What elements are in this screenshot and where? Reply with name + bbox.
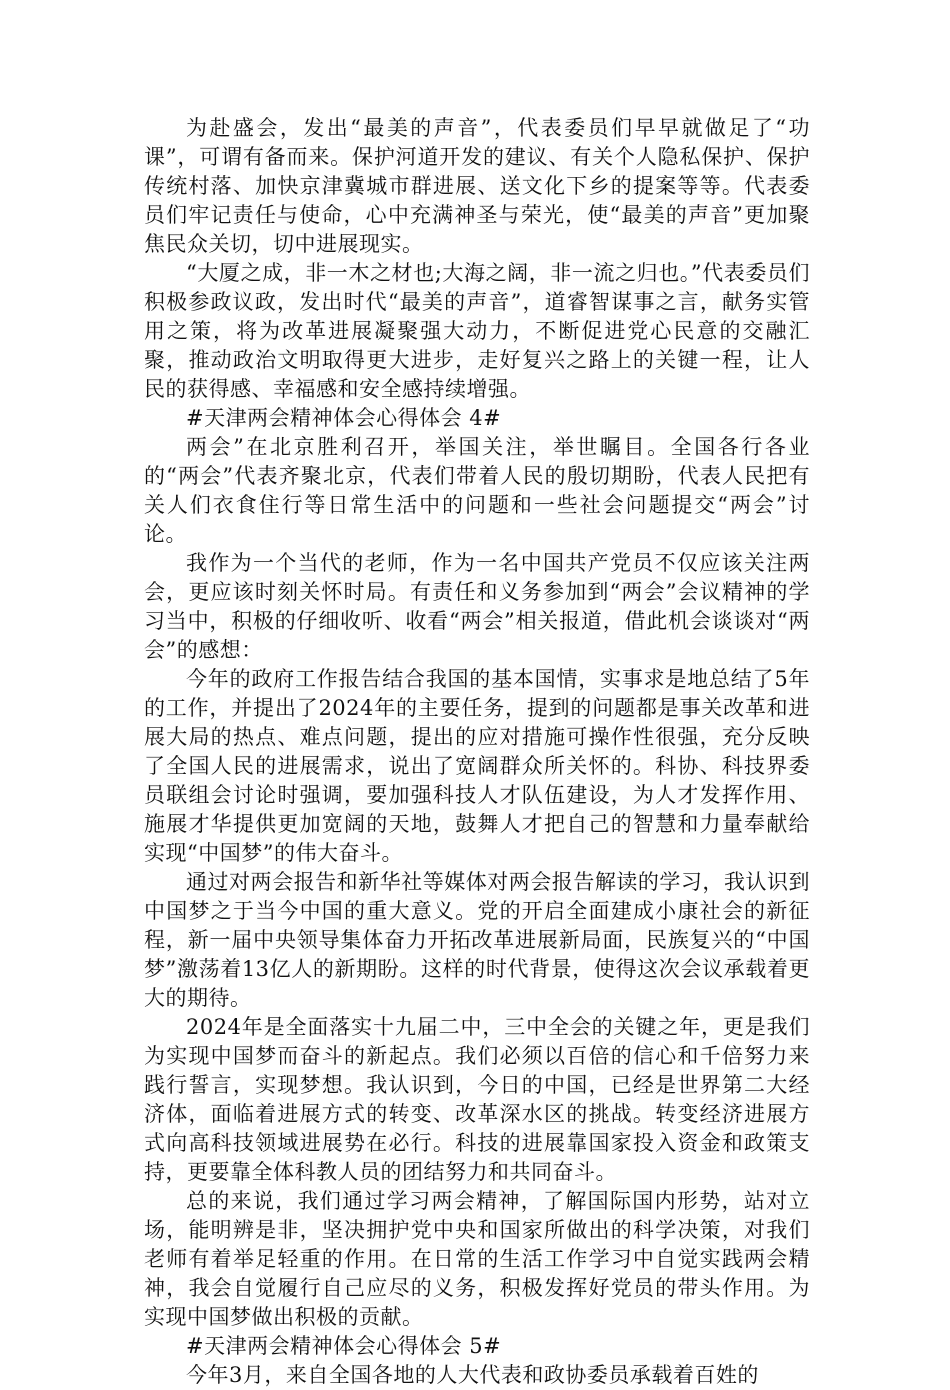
paragraph-6: 通过对两会报告和新华社等媒体对两会报告解读的学习，我认识到中国梦之于当今中国的重大意义。党的开启全面建成小康社会的新征程，新一届中央领导集体奋力开拓改革进展新局面，民族复兴的“中国梦”激荡着13亿人的新期盼。这样的时代背景，使得这次会议承载着更大的期待。 <box>144 870 810 1010</box>
section-heading-5: #天津两会精神体会心得体会 5# <box>186 1334 502 1358</box>
paragraph-1: 为赴盛会，发出“最美的声音”，代表委员们早早就做足了“功课”，可谓有备而来。保护河道开发的建议、有关个人隐私保护、保护传统村落、加快京津冀城市群进展、送文化下乡的提案等等。代表委员们牢记责任与使命，心中充满神圣与荣光，使“最美的声音”更加聚焦民众关切，切中进展现实。 <box>144 116 810 256</box>
paragraph-4: 我作为一个当代的老师，作为一名中国共产党员不仅应该关注两会，更应该时刻关怀时局。有责任和义务参加到“两会”会议精神的学习当中，积极的仔细收听、收看“两会”相关报道，借此机会谈谈对“两会”的感想： <box>144 551 810 662</box>
paragraph-9: 今年3月，来自全国各地的人大代表和政协委员承载着百姓的 <box>186 1363 759 1387</box>
paragraph-8: 总的来说，我们通过学习两会精神，了解国际国内形势，站对立场，能明辨是非，坚决拥护党中央和国家所做出的科学决策，对我们老师有着举足轻重的作用。在日常的生活工作学习中自觉实践两会精神，我会自觉履行自己应尽的义务，积极发挥好党员的带头作用。为实现中国梦做出积极的贡献。 <box>144 1189 810 1329</box>
paragraph-3: 两会”在北京胜利召开，举国关注，举世瞩目。全国各行各业的“两会”代表齐聚北京，代表们带着人民的殷切期盼，代表人民把有关人们衣食住行等日常生活中的问题和一些社会问题提交“两会”讨论。 <box>144 435 810 546</box>
paragraph-2: “大厦之成，非一木之材也;大海之阔，非一流之归也。”代表委员们积极参政议政，发出时代“最美的声音”，道睿智谋事之言，献务实管用之策，将为改革进展凝聚强大动力，不断促进党心民意的交融汇聚，推动政治文明取得更大进步，走好复兴之路上的关键一程，让人民的获得感、幸福感和安全感持续增强。 <box>144 261 810 401</box>
paragraph-7: 2024年是全面落实十九届二中，三中全会的关键之年，更是我们为实现中国梦而奋斗的新起点。我们必须以百倍的信心和千倍努力来践行誓言，实现梦想。我认识到，今日的中国，已经是世界第二大经济体，面临着进展方式的转变、改革深水区的挑战。转变经济进展方式向高科技领域进展势在必行。科技的进展靠国家投入资金和政策支持，更要靠全体科教人员的团结努力和共同奋斗。 <box>144 1015 810 1184</box>
document-page <box>144 114 810 1390</box>
paragraph-5: 今年的政府工作报告结合我国的基本国情，实事求是地总结了5年的工作，并提出了2024年的主要任务，提到的问题都是事关改革和进展大局的热点、难点问题，提出的应对措施可操作性很强，充分反映了全国人民的进展需求，说出了宽阔群众所关怀的。科协、科技界委员联组会讨论时强调，要加强科技人才队伍建设，为人才发挥作用、施展才华提供更加宽阔的天地，鼓舞人才把自己的智慧和力量奉献给实现“中国梦”的伟大奋斗。 <box>144 667 810 865</box>
section-heading-4: #天津两会精神体会心得体会 4# <box>186 406 502 430</box>
